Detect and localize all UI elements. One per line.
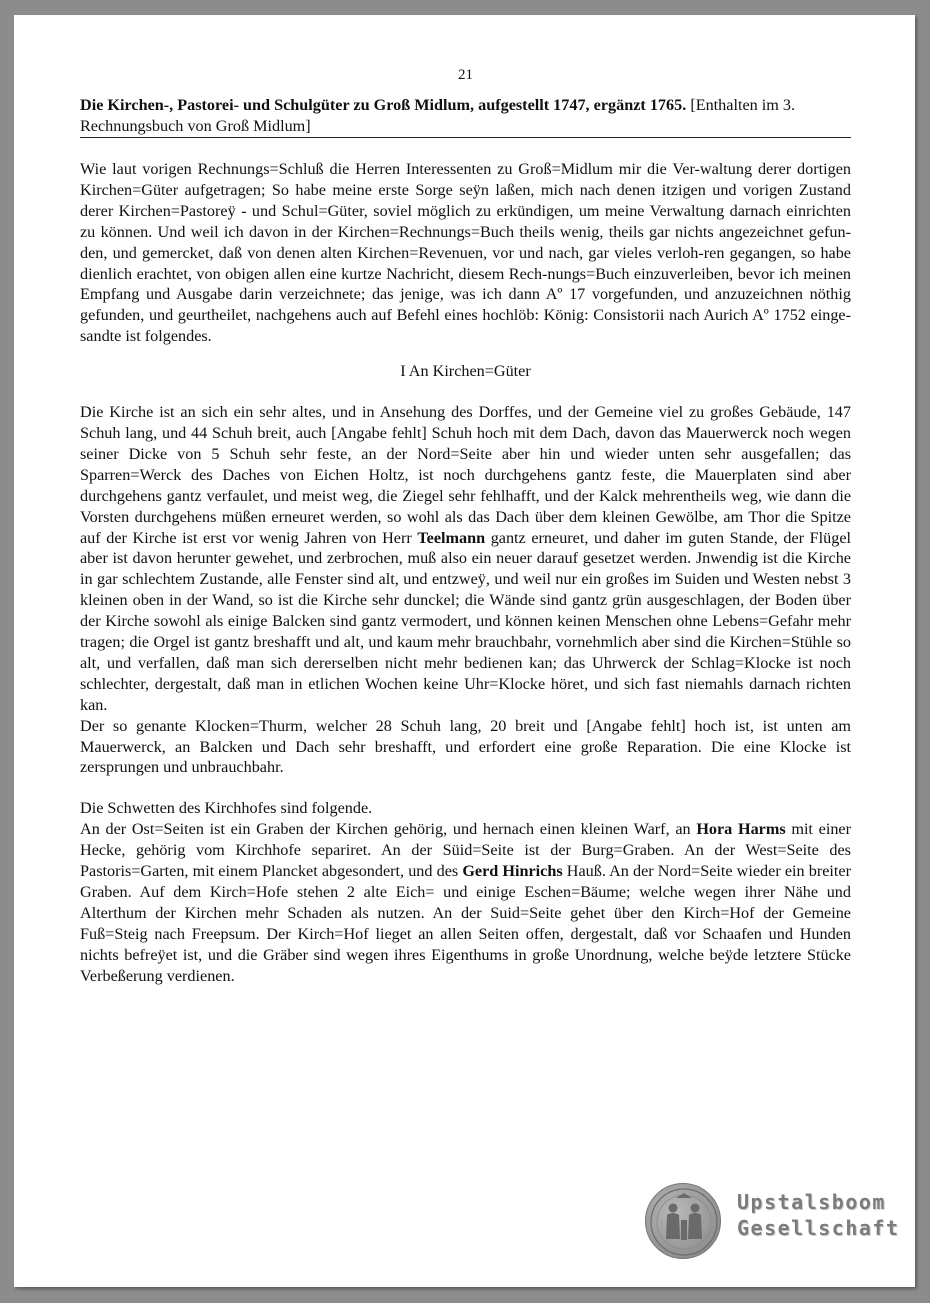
schwetten-text-3: Hauß. An der Nord=Seite wieder ein breiter Graben. Auf dem Kirch=Hofe stehen 2 alte Eich= und einige Eschen=Bäume; welche wegen ihrer Nähe und Alterthum der Kirchen mehr Schaden als nutzen. An der Suid=Seite gehet über den Kirch=Hof der Gemeine Fuß=Steig nach Freepsum. Der Kirch=Hof lieget an allen Seiten offen, dergestalt, daß vor Schaafen und Hunden nichts befreÿet ist, und die Gräber sind wegen ihres Eigenthums in große Unordnung, welche beÿde letztere Stücke Verbeßerung verdienen. — [80, 862, 851, 985]
page-number: 21 — [458, 67, 473, 83]
section-heading: I An Kirchen=Güter — [400, 362, 531, 381]
page-content — [80, 65, 851, 987]
schwetten-text-1: An der Ost=Seiten ist ein Graben der Kirchen gehörig, und hernach einen kleinen Warf, an — [80, 820, 697, 839]
kirche-text-2: gantz erneuret, und daher im guten Stande, der Flügel aber ist davon herunter gewehet, und zerbrochen, muß also ein neuer darauf gesetzet werden. Jnwendig ist die Kirche in gar schlechtem Zustande, alle Fenster sind alt, und entzweÿ, und weil nur ein großes im Suiden und Westen nebst 3 kleinen oben in der Wand, so ist die Kirche sehr dunckel; die Wände sind gantz grün ausgeschlagen, der Boden über der Kirche sowohl als einige Balcken sind gantz vermodert, und können keinen Menschen ohne Lebens=Gefahr mehr tragen; die Orgel ist gantz breshafft und alt, und kaum mehr brauchbahr, vornehmlich aber sind die Kirchen=Stühle so alt, und verfallen, daß man sich dererselben nicht mehr bedienen kan; das Uhrwerck der Schlag=Klocke ist noch schlechter, dergestalt, daß man in etlichen Wochen keine Uhr=Klocke höret, und sich fast niemahls darnach richten kan. — [80, 528, 851, 714]
schwetten-title: Die Schwetten des Kirchhofes sind folgende. — [80, 799, 373, 818]
header-note: [Enthalten im 3. Rechnungsbuch von Groß Midlum] — [80, 96, 796, 135]
kirche-paragraph — [80, 402, 851, 716]
seal-emblem-icon — [645, 1183, 721, 1259]
intro-text-3: 1752 einge-sandte ist folgendes. — [80, 306, 851, 346]
intro-text-1: Wie laut vorigen Rechnungs=Schluß die Herren Interessenten zu Groß=Midlum mir die Ver-waltung derer dortigen Kirchen=Güter aufgetragen; So habe meine erste Sorge seÿn laßen, mich nach denen itzigen und vorigen Zustand derer Kirchen=Pastoreÿ - und Schul=Güter, soviel möglich zu erkündigen, um meine Verwaltung darnach einrichten zu können. Und weil ich davon in der Kirchen=Rechnungs=Buch theils wenig, theils gar nichts angezeichnet gefun-den, und gemercket, daß von denen alten Kirchen=Revenuen, vor und nach, gar vieles verloh-ren gegangen, so habe dienlich erachtet, von obigen allen eine kurtze Nachricht, diesem Rech-nungs=Buch einzuverleiben, bevor ich meinen Empfang und Ausgabe darin verzeichnete; das jenige, was ich dann — [80, 160, 851, 304]
logo-line-1: Upstalsboom — [737, 1190, 886, 1214]
schwetten-text-2: mit einer Hecke, gehörig vom Kirchhofe separiret. An der Süid=Seite ist der Burg=Graben. An der West=Seite des Pastoris=Garten, mit einem Plancket abgesondert, und des — [80, 820, 851, 881]
person-name: Teelmann — [417, 528, 486, 547]
logo-text — [737, 1189, 900, 1241]
person-name: Gerd Hinrichs — [462, 862, 563, 881]
kirche-text-1: Die Kirche ist an sich ein sehr altes, und in Ansehung des Dorffes, und der Gemeine viel zu großes Gebäude, 147 Schuh lang, und 44 Schuh breit, auch [Angabe fehlt] Schuh hoch mit dem Dach, davon das Mauerwerck noch wegen seiner Dicke von 5 Schuh sehr feste, an der Nord=Seite aber hin und wieder unten sehr ausgefallen; das Sparren=Werck des Daches von Eichen Holtz, ist noch durchgehens gantz feste, die Mauerplaten sind aber durchgehens gantz verfaulet, und meist weg, die Ziegel sehr fehlhafft, und der Kalck mehrentheils weg, wie dann die Vorsten durchgehens müßen erneuret werden, so wohl als das Dach über dem kleinen Gewölbe, am Thor die Spitze auf der Kirche ist erst vor wenig Jahren von Herr — [80, 403, 851, 547]
schwetten-paragraph — [80, 819, 851, 986]
person-name: Hora Harms — [696, 820, 786, 839]
header-title: Die Kirchen-, Pastorei- und Schulgüter zu Groß Midlum, aufgestellt 1747, ergänzt 1765. — [80, 96, 687, 114]
anno-abbrev: Aº — [545, 285, 563, 304]
document-page — [14, 15, 915, 1287]
logo-line-2: Gesellschaft — [737, 1216, 900, 1240]
intro-text-2: 17 vorgefunden, und anzuzeichnen nöthig gefunden, und geurtheilet, nachgehens auch auf Befehl eines hochlöb: König: Consistorii nach Aurich — [80, 285, 851, 325]
intro-paragraph — [80, 159, 851, 347]
document-header — [80, 95, 851, 138]
klockenthurm-paragraph: Der so genante Klocken=Thurm, welcher 28 Schuh lang, 20 breit und [Angabe fehlt] hoch ist, ist unten am Mauerwerck, an Balcken und Dach sehr breshafft, und erfordert eine große Reparation. Die eine Klocke ist zersprungen und unbrauchbahr. — [80, 716, 851, 777]
anno-abbrev: Aº — [752, 306, 769, 325]
upstalsboom-logo — [645, 1183, 900, 1263]
